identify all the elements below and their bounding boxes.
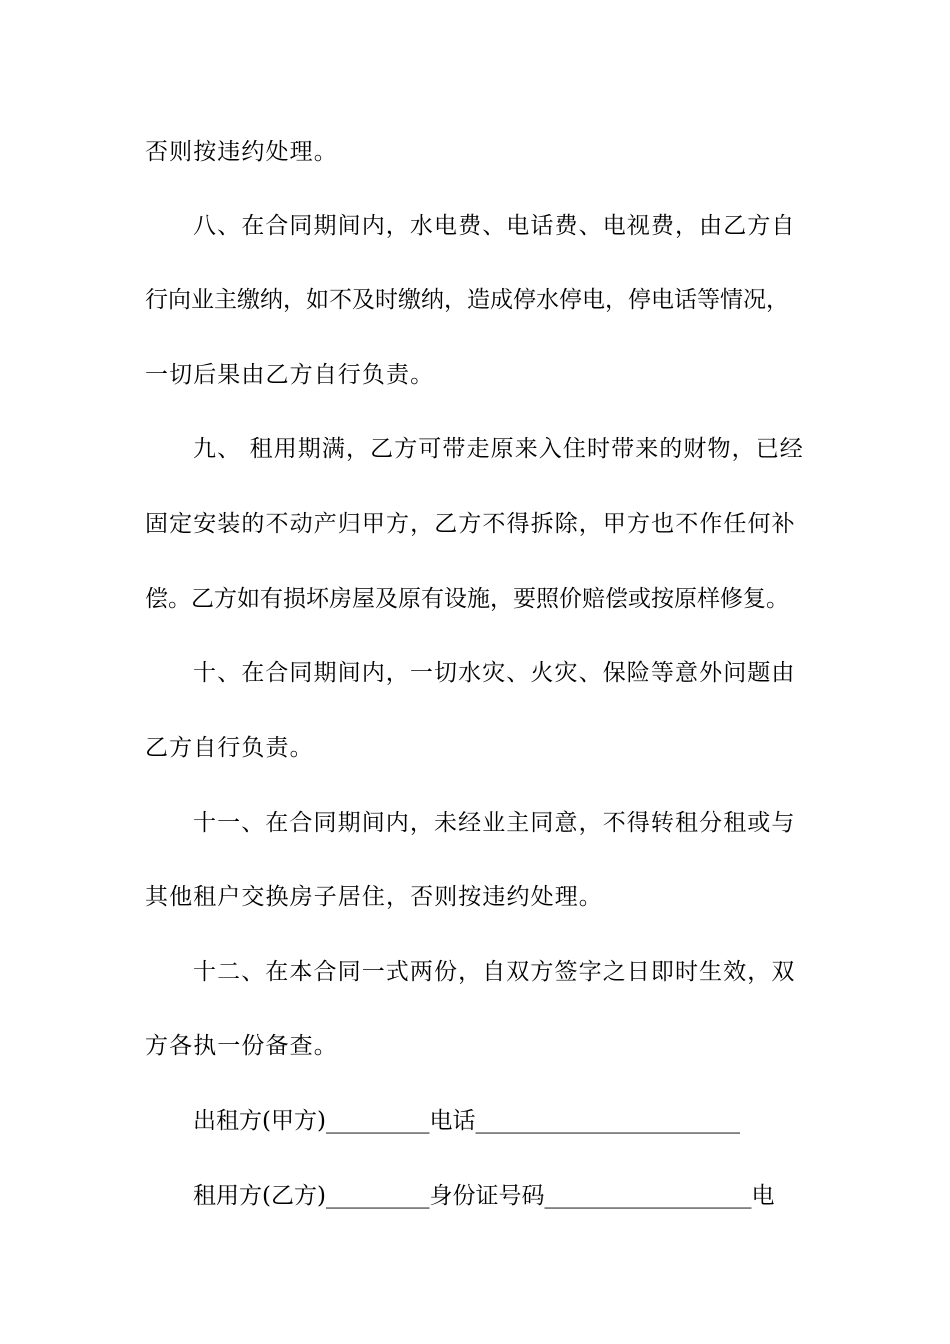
signature-line-lessor: 出租方(甲方)_________电话_______________________ [193, 1108, 740, 1134]
text-line: 行向业主缴纳，如不及时缴纳，造成停水停电，停电话等情况， [145, 287, 789, 313]
text-line: 其他租户交换房子居住，否则按违约处理。 [145, 884, 603, 910]
text-line: 方各执一份备查。 [145, 1033, 338, 1059]
text-line: 固定安装的不动产归甲方，乙方不得拆除，甲方也不作任何补 [145, 511, 796, 537]
text-line: 偿。乙方如有损坏房屋及原有设施，要照价赔偿或按原样修复。 [145, 586, 789, 612]
text-line: 一切后果由乙方自行负责。 [145, 362, 435, 388]
text-line: 九、 租用期满，乙方可带走原来入住时带来的财物，已经 [193, 436, 804, 462]
text-line: 否则按违约处理。 [145, 139, 338, 165]
text-line: 乙方自行负责。 [145, 735, 314, 761]
text-line: 八、在合同期间内，水电费、电话费、电视费，由乙方自 [193, 213, 796, 239]
text-line: 十二、在本合同一式两份，自双方签字之日即时生效，双 [193, 959, 796, 985]
text-line: 十、在合同期间内，一切水灾、火灾、保险等意外问题由 [193, 660, 796, 686]
text-line: 十一、在合同期间内，未经业主同意，不得转租分租或与 [193, 810, 796, 836]
signature-line-lessee: 租用方(乙方)_________身份证号码__________________电 [193, 1183, 775, 1209]
